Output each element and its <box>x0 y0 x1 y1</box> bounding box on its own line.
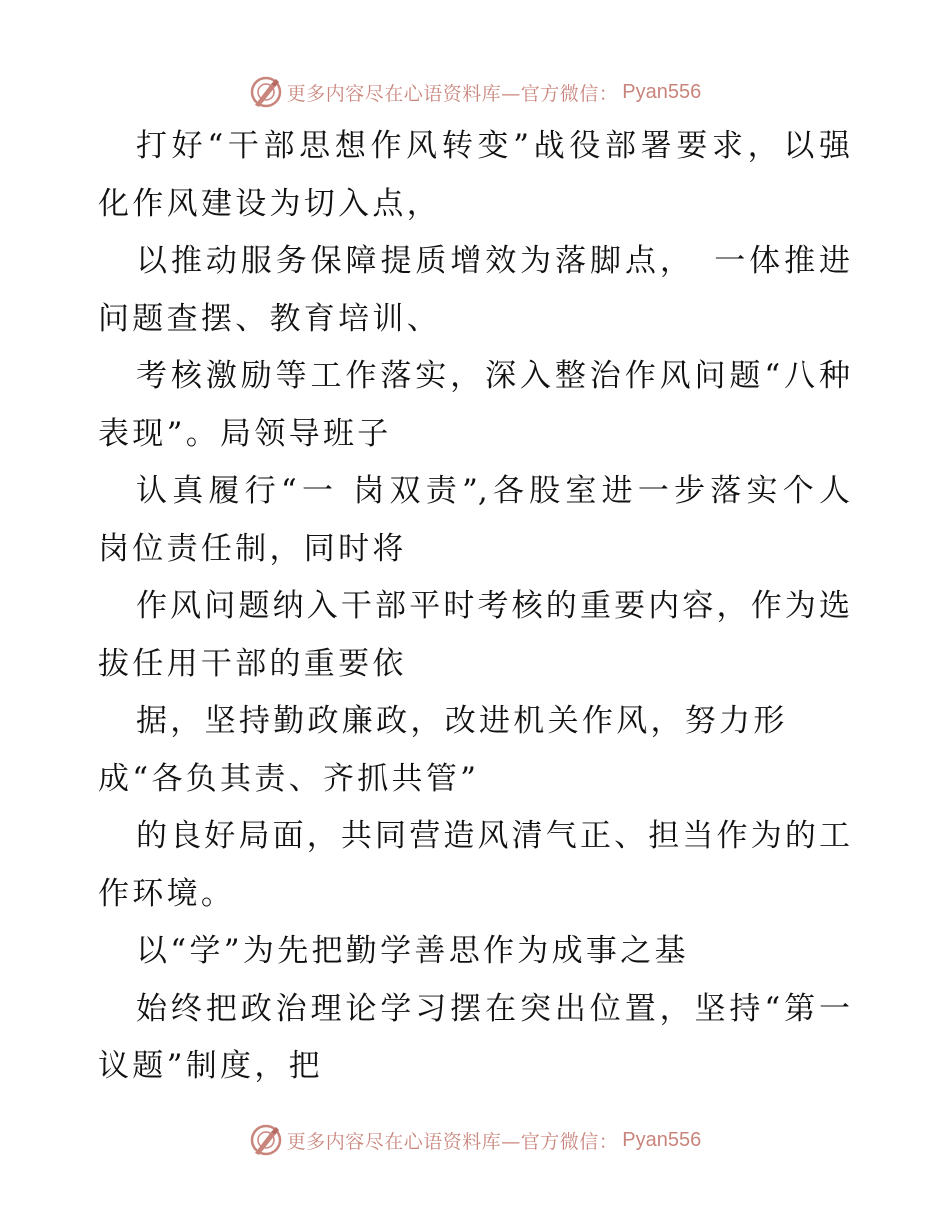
text-line: 认真履行“一 岗双责”,各股室进一步落实个人 <box>136 473 850 509</box>
text-line: 的良好局面，共同营造风清气正、担当作为的工 <box>136 818 850 854</box>
text-line: 化作风建设为切入点， <box>98 185 441 222</box>
watermark-text: 更多内容尽在心语资料库—官方微信： <box>286 1130 619 1153</box>
text-line: 议题”制度，把 <box>98 1048 323 1084</box>
watermark-wechat-id: Pyan556 <box>622 1128 702 1151</box>
watermark-wechat-id: Pyan556 <box>622 80 702 103</box>
text-line: 据，坚持勤政廉政，改进机关作风，努力形 <box>136 703 788 739</box>
text-line: 成“各负其责、齐抓共管” <box>98 760 480 797</box>
text-line: 表现”。局领导班子 <box>98 415 392 452</box>
text-line: 问题查摆、教育培训、 <box>98 300 441 337</box>
footer-watermark <box>0 1120 950 1160</box>
text-line: 始终把政治理论学习摆在突出位置，坚持“第一 <box>136 990 850 1027</box>
text-line: 作环境。 <box>98 875 236 912</box>
pen-circle-logo-icon <box>249 1123 283 1157</box>
text-line: 岗位责任制，同时将 <box>98 530 407 567</box>
text-line: 打好“干部思想作风转变”战役部署要求，以强 <box>136 128 850 164</box>
text-line: 考核激励等工作落实，深入整治作风问题“八种 <box>136 358 850 394</box>
text-line: 作风问题纳入干部平时考核的重要内容，作为选 <box>136 588 850 624</box>
section-heading: 以“学”为先把勤学善思作为成事之基 <box>136 933 689 969</box>
pen-circle-logo-icon <box>249 75 283 109</box>
document-body <box>98 118 850 1096</box>
text-line: 以推动服务保障提质增效为落脚点， 一体推进 <box>136 243 850 279</box>
header-watermark <box>0 72 950 112</box>
watermark-text: 更多内容尽在心语资料库—官方微信： <box>286 82 619 105</box>
text-line: 拔任用干部的重要依 <box>98 645 407 682</box>
